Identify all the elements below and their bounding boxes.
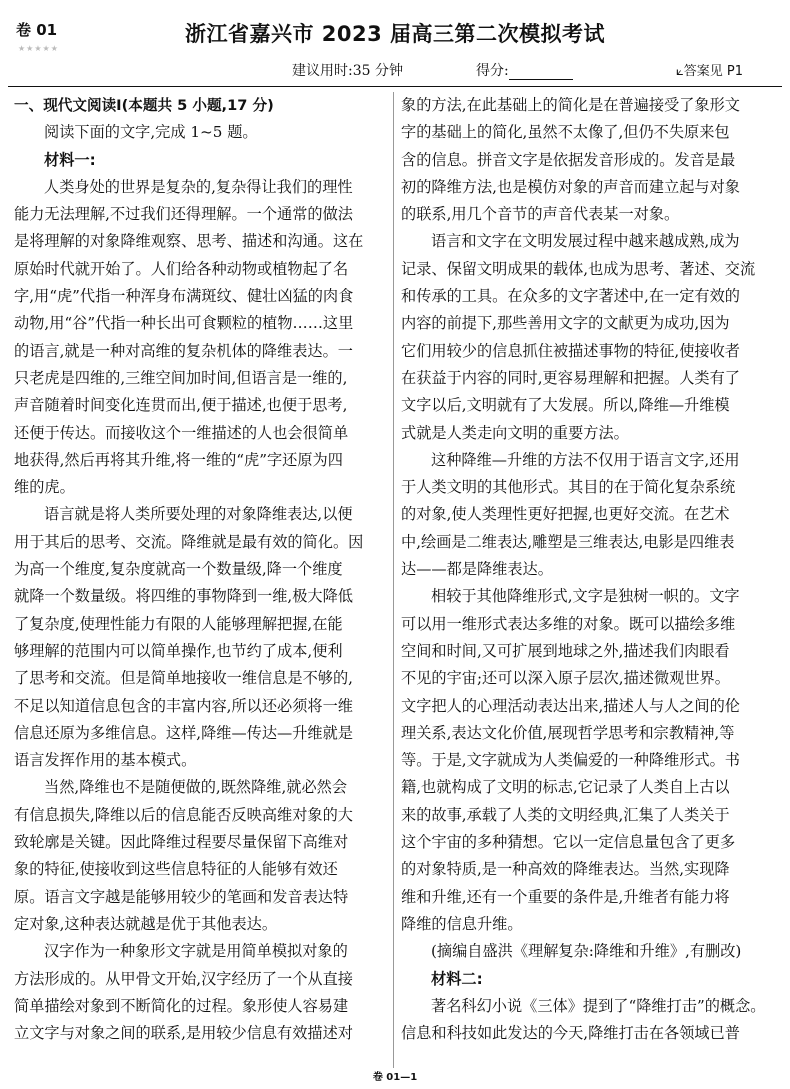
text-line: 理关系,表达文化价值,展现哲学思考和宗教精神,等: [401, 723, 735, 742]
text-line: 式就是人类走向文明的重要方法。: [401, 423, 629, 442]
text-line: 维和升维,还有一个重要的条件是,升维者有能力将: [401, 887, 730, 906]
left-column: [14, 92, 392, 1047]
text-line: 原始时代就开始了。人们给各种动物或植物起了名: [14, 259, 349, 278]
text-line: 不足以知道信息包含的丰富内容,所以还必须将一维: [14, 696, 353, 715]
text-line: 在获益于内容的同时,更容易理解和把握。人类有了: [401, 368, 740, 387]
text-line: 降维的信息升维。: [401, 914, 523, 933]
text-line: 动物,用“谷”代指一种长出可食颗粒的植物……这里: [14, 314, 354, 333]
text-line: 象的特征,使接收到这些信息特征的人能够有效还: [14, 860, 338, 879]
text-line: 籍,也就构成了文明的标志,它记录了人类自上古以: [401, 778, 730, 797]
text-line: 就降一个数量级。将四维的事物降到一维,极大降低: [14, 587, 353, 606]
text-line: 语言就是将人类所要处理的对象降维表达,以便: [44, 505, 353, 524]
column-divider: [393, 92, 394, 1068]
text-line: 这种降维—升维的方法不仅用于语言文字,还用: [431, 450, 740, 469]
text-line: 内容的前提下,那些善用文字的文献更为成功,因为: [401, 314, 730, 333]
text-line: 定对象,这种表达就越是优于其他表达。: [14, 914, 278, 933]
text-line: 含的信息。拼音文字是依据发音形成的。发音是最: [401, 150, 736, 169]
text-line: 中,绘画是二维表达,雕塑是三维表达,电影是四维表: [401, 532, 735, 551]
text-line: 可以用一维形式表达多维的对象。既可以描绘多维: [401, 614, 736, 633]
text-line: 这个宇宙的多种猜想。它以一定信息量包含了更多: [401, 833, 736, 852]
text-line: 相较于其他降维形式,文字是独树一帜的。文字: [431, 587, 740, 606]
text-line: 还便于传达。而接收这个一维描述的人也会很简单: [14, 423, 349, 442]
answer-reference-text: 答案见 P1: [683, 64, 744, 79]
text-line: 字的基础上的简化,虽然不太像了,但仍不失原来包: [401, 123, 730, 142]
text-line: 达——都是降维表达。: [401, 560, 553, 579]
text-line: 于人类文明的其他形式。其目的在于简化复杂系统: [401, 478, 736, 497]
text-line: 它们用较少的信息抓住被描述事物的特征,使接收者: [401, 341, 740, 360]
exam-title: 浙江省嘉兴市 2023 届高三第二次模拟考试: [184, 22, 606, 46]
text-line: 文字以后,文明就有了大发展。所以,降维—升维模: [401, 396, 730, 415]
text-line: 够理解的范围内可以简单操作,也节约了成本,便利: [14, 641, 343, 660]
text-line: 文字把人的心理活动表达出来,描述人与人之间的伦: [401, 696, 740, 715]
text-line: 空间和时间,又可扩展到地球之外,描述我们肉眼看: [401, 641, 730, 660]
text-line: 字,用“虎”代指一种浑身布满斑纹、健壮凶猛的肉食: [14, 287, 354, 306]
text-line: 信息还原为多维信息。这样,降维—传达—升维就是: [14, 723, 353, 742]
text-line: 来的故事,承载了人类的文明经典,汇集了人类关于: [401, 805, 730, 824]
text-line: 简单描绘对象到不断简化的过程。象形使人容易建: [14, 996, 349, 1015]
text-line: 了思考和交流。但是简单地接收一维信息是不够的,: [14, 669, 353, 688]
source-citation: (摘编自盛洪《理解复杂:降维和升维》,有删改): [431, 942, 742, 961]
text-line: 语言发挥作用的基本模式。: [14, 751, 197, 770]
header-rule: [8, 86, 782, 87]
text-line: 的对象特质,是一种高效的降维表达。当然,实现降: [401, 860, 730, 879]
text-line: 当然,降维也不是随便做的,既然降维,就必然会: [44, 778, 348, 797]
text-line: 只老虎是四维的,三维空间加时间,但语言是一维的,: [14, 368, 348, 387]
page-footer: 卷 01—1: [372, 1072, 418, 1083]
text-line: 有信息损失,降维以后的信息能否反映高维对象的大: [14, 805, 353, 824]
section-heading: 一、现代文阅读Ⅰ(本题共 5 小题,17 分): [14, 97, 274, 114]
material-heading: 材料一:: [44, 150, 96, 169]
text-line: 维的虎。: [14, 478, 75, 497]
text-line: 方法形成的。从甲骨文开始,汉字经历了一个从直接: [14, 969, 353, 988]
text-line: 记录、保留文明成果的载体,也成为思考、著述、交流: [401, 259, 756, 278]
instruction-line: 阅读下面的文字,完成 1~5 题。: [44, 123, 258, 142]
text-line: 是将理解的对象降维观察、思考、描述和沟通。这在: [14, 232, 364, 251]
paper-badge-label: 卷 01: [16, 21, 58, 39]
text-line: 的对象,使人类理性更好把握,也更好交流。在艺术: [401, 505, 730, 524]
right-column: [401, 92, 779, 1047]
score-label: 得分:: [476, 63, 509, 79]
pencil-check-icon: ⟀: [676, 64, 684, 79]
text-line: 初的降维方法,也是模仿对象的声音而建立起与对象: [401, 177, 740, 196]
text-line: 声音随着时间变化连贯而出,便于描述,也便于思考,: [14, 396, 348, 415]
text-line: 象的方法,在此基础上的简化是在普遍接受了象形文: [401, 96, 740, 114]
text-line: 了复杂度,使理性能力有限的人能够理解把握,在能: [14, 614, 343, 633]
text-line: 信息和科技如此发达的今天,降维打击在各领域已普: [401, 1024, 740, 1043]
text-line: 原。语言文字越是能够用较少的笔画和发音表达特: [14, 887, 349, 906]
text-line: 用于其后的思考、交流。降维就是最有效的简化。因: [14, 532, 364, 551]
text-line: 语言和文字在文明发展过程中越来越成熟,成为: [431, 232, 740, 251]
text-line: 地获得,然后再将其升维,将一维的“虎”字还原为四: [14, 450, 343, 469]
score-field: [476, 60, 573, 80]
text-line: 汉字作为一种象形文字就是用简单模拟对象的: [44, 942, 348, 961]
material-heading: 材料二:: [431, 969, 483, 988]
suggested-time: 建议用时:35 分钟: [292, 63, 403, 79]
answer-reference: [676, 60, 743, 79]
text-line: 等。于是,文字就成为人类偏爱的一种降维形式。书: [401, 751, 740, 770]
text-line: 立文字与对象之间的联系,是用较少信息有效描述对: [14, 1024, 353, 1043]
text-line: 为高一个维度,复杂度就高一个数量级,降一个维度: [14, 560, 343, 579]
badge-stars-decoration: ★★★★★: [18, 44, 59, 53]
text-line: 致轮廓是关键。因此降维过程要尽量保留下高维对: [14, 833, 349, 852]
text-line: 著名科幻小说《三体》提到了“降维打击”的概念。: [431, 996, 766, 1015]
text-line: 的语言,就是一种对高维的复杂机体的降维表达。一: [14, 341, 353, 360]
score-blank: [509, 65, 573, 80]
exam-info-line: [0, 60, 790, 82]
text-line: 的联系,用几个音节的声音代表某一对象。: [401, 205, 680, 224]
text-line: 能力无法理解,不过我们还得理解。一个通常的做法: [14, 205, 353, 224]
text-line: 人类身处的世界是复杂的,复杂得让我们的理性: [44, 177, 353, 196]
text-line: 和传承的工具。在众多的文字著述中,在一定有效的: [401, 287, 740, 306]
text-line: 不见的宇宙;还可以深入原子层次,描述微观世界。: [401, 669, 730, 688]
